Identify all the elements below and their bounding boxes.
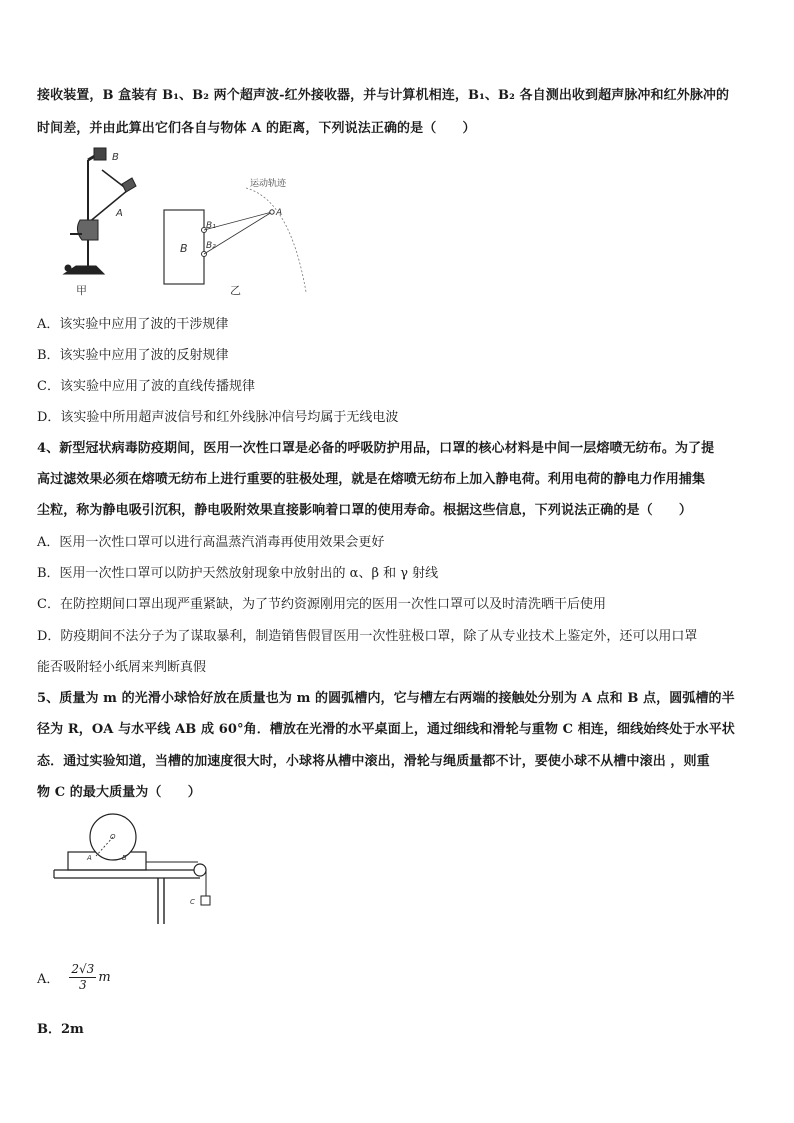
q4-option-d: D．防疫期间不法分子为了谋取暴利，制造销售假冒医用一次性驻极口罩，除了从专业技术上鉴定外，还可以用口罩	[37, 629, 698, 644]
label-a: A	[87, 854, 92, 862]
track-label: 运动轨迹	[250, 179, 287, 189]
q4-stem-line-1: 4、新型冠状病毒防疫期间，医用一次性口罩是必备的呼吸防护用品，口罩的核心材料是中间一层熔喷无纺布。为了提	[37, 441, 715, 456]
q4-option-d-cont: 能否吸附轻小纸屑来判断真假	[37, 660, 207, 675]
q5-option-a-prefix: A．	[37, 971, 60, 987]
fraction-denominator: 3	[79, 978, 87, 992]
label-b: B	[122, 854, 127, 862]
q5-option-a-suffix: m	[98, 969, 111, 985]
q4-option-a: A．医用一次性口罩可以进行高温蒸汽消毒再使用效果会更好	[37, 535, 385, 550]
box-b-label: B	[180, 242, 188, 255]
motion-track	[246, 188, 306, 292]
label-b2: B₂	[206, 241, 216, 251]
q5-figure	[50, 812, 220, 930]
q3-stem-line-1: 接收装置，B 盒装有 B₁、B₂ 两个超声波-红外接收器，并与计算机相连，B₁、B₂ 各自测出收到超声脉冲和红外脉冲的	[37, 88, 730, 103]
label-yi: 乙	[230, 284, 241, 297]
q4-stem-line-3: 尘粒，称为静电吸引沉积，静电吸附效果直接影响着口罩的使用寿命。根据这些信息，下列说法正确的是（ ）	[37, 503, 693, 518]
q5-stem-line-3: 态．通过实验知道，当槽的加速度很大时，小球将从槽中滚出，滑轮与绳质量都不计，要使小球不从槽中滚出 ，则重	[37, 754, 710, 769]
pulley	[194, 864, 206, 876]
q5-stem-line-1: 5、质量为 m 的光滑小球恰好放在质量也为 m 的圆弧槽内，它与槽左右两端的接触处分别为 A 点和 B 点，圆弧槽的半	[37, 691, 735, 706]
label-a-jia: A	[116, 208, 123, 219]
weight-c	[201, 896, 210, 905]
q4-option-b: B．医用一次性口罩可以防护天然放射现象中放射出的 α、β 和 γ 射线	[37, 566, 439, 581]
q3-figure	[50, 142, 320, 300]
q3-stem-line-2: 时间差，并由此算出它们各自与物体 A 的距离，下列说法正确的是（ ）	[37, 121, 476, 136]
label-c: C	[190, 898, 195, 906]
q4-stem-line-2: 高过滤效果必须在熔喷无纺布上进行重要的驻极处理，就是在熔喷无纺布上加入静电荷。利用电荷的静电力作用捕集	[37, 472, 706, 487]
q3-option-b: B．该实验中应用了波的反射规律	[37, 348, 229, 363]
q3-option-a: A．该实验中应用了波的干涉规律	[37, 317, 229, 332]
label-b-jia: B	[112, 152, 119, 163]
label-o: O	[110, 833, 116, 841]
label-point-a: A	[276, 208, 283, 218]
fraction-numerator: 2√3	[71, 962, 95, 976]
q3-option-d: D．该实验中所用超声波信号和红外线脉冲信号均属于无线电波	[37, 410, 399, 425]
fraction	[69, 962, 96, 992]
apparatus-jia	[64, 148, 136, 274]
q4-option-c: C．在防控期间口罩出现严重紧缺，为了节约资源刚用完的医用一次性口罩可以及时清洗晒干后使用	[37, 597, 606, 612]
q5-stem-line-4: 物 C 的最大质量为（ ）	[37, 785, 201, 800]
label-jia: 甲	[76, 284, 87, 297]
q5-stem-line-2: 径为 R，OA 与水平线 AB 成 60°角．槽放在光滑的水平桌面上，通过细线和滑轮与重物 C 相连，细线始终处于水平状	[37, 722, 735, 737]
q3-option-c: C．该实验中应用了波的直线传播规律	[37, 379, 255, 394]
q5-option-a	[37, 962, 111, 992]
q5-option-b: B．2m	[37, 1022, 84, 1037]
label-b1: B₁	[206, 221, 216, 231]
